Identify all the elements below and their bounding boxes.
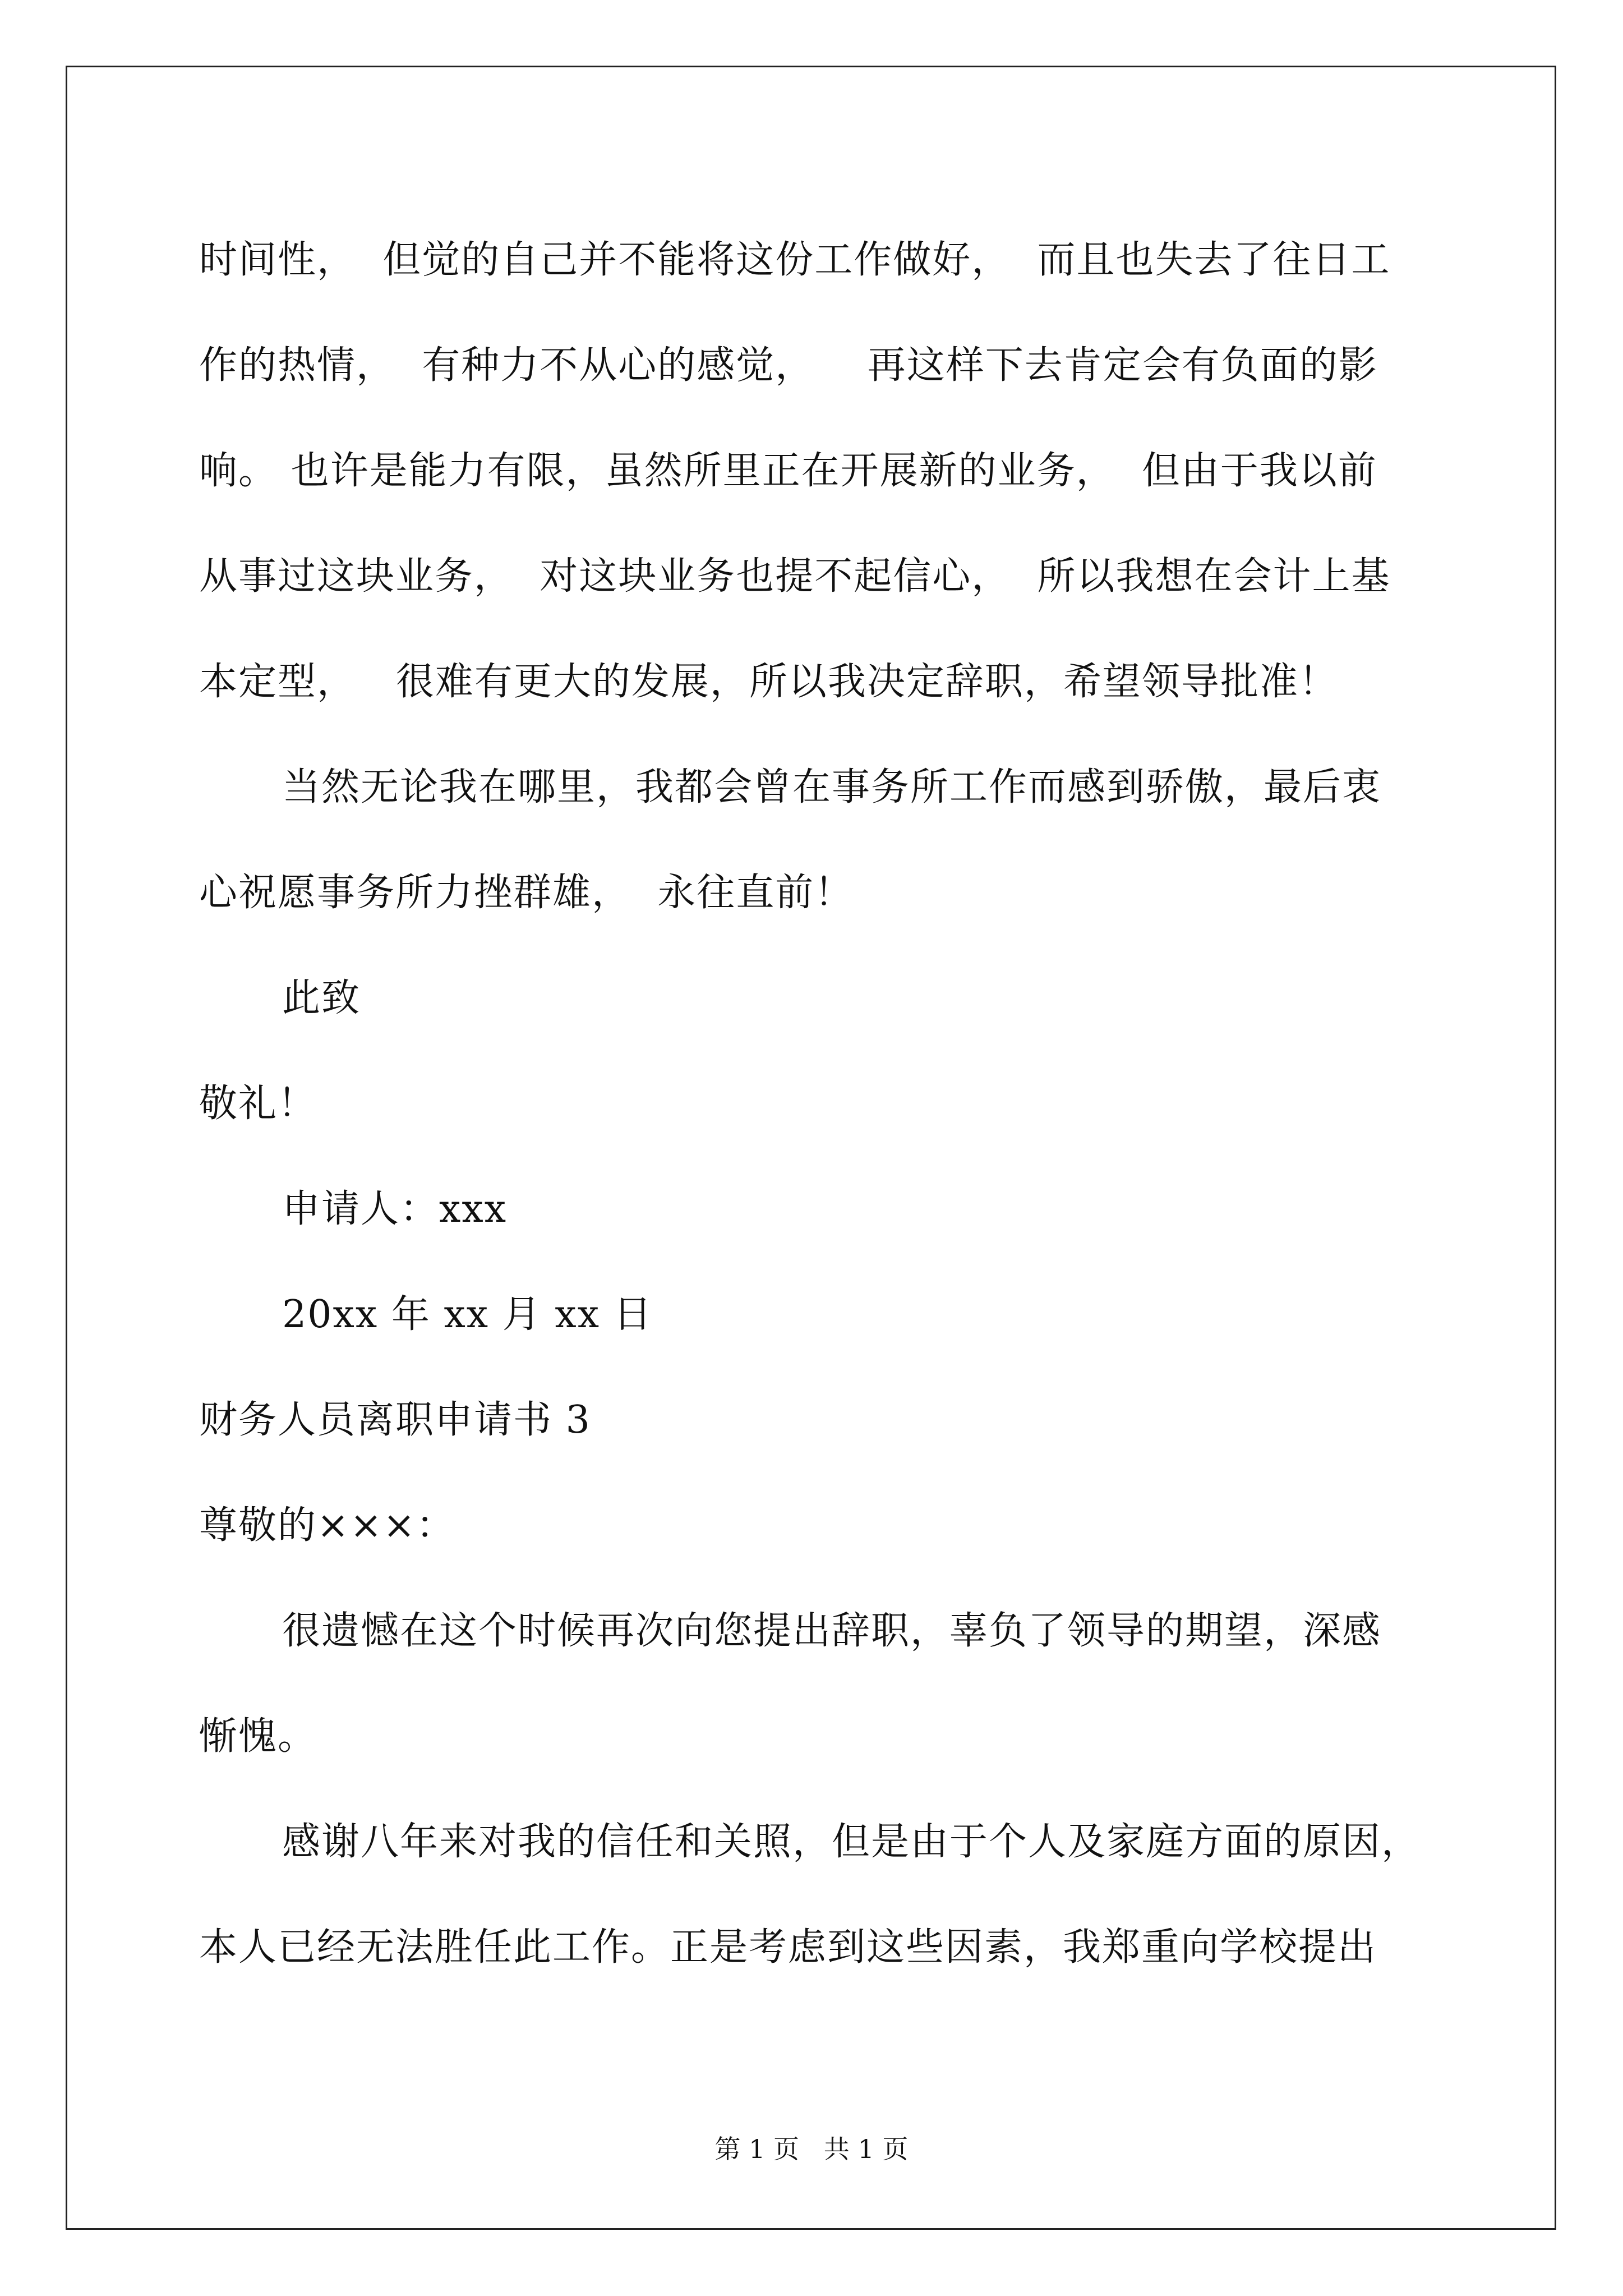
document-body (199, 208, 1438, 2000)
closing-salutation: 此致 (282, 976, 361, 1020)
text-line: 本定型， 很难有更大的发展，所以我决定辞职，希望领导批准！ (199, 660, 1338, 704)
text-line: 时间性， 但觉的自己并不能将这份工作做好， 而且也失去了往日工 (199, 238, 1391, 282)
applicant-signature: 申请人：xxx (282, 1187, 508, 1231)
text-line: 心祝愿事务所力挫群雄， 永往直前！ (199, 871, 854, 915)
text-line: 从事过这块业务， 对这块业务也提不起信心， 所以我想在会计上基 (199, 554, 1391, 599)
text-line: 作的热情， 有种力不从心的感觉， 再这样下去肯定会有负面的影 (199, 343, 1378, 388)
closing-regards: 敬礼！ (199, 1082, 317, 1126)
greeting: 尊敬的×××： (199, 1503, 455, 1548)
text-line: 惭愧。 (199, 1714, 317, 1759)
page-footer: 第 1 页 共 1 页 (714, 2134, 909, 2164)
text-line: 本人已经无法胜任此工作。正是考虑到这些因素，我郑重向学校提出 (199, 1925, 1377, 1970)
text-line: 当然无论我在哪里，我都会曾在事务所工作而感到骄傲，最后衷 (282, 765, 1382, 809)
text-line: 响。 也许是能力有限，虽然所里正在开展新的业务， 但由于我以前 (199, 449, 1377, 493)
section-title: 财务人员离职申请书 3 (199, 1398, 591, 1442)
date-line: 20xx 年 xx 月 xx 日 (282, 1292, 653, 1337)
text-line: 很遗憾在这个时候再次向您提出辞职，辜负了领导的期望，深感 (282, 1609, 1382, 1653)
text-line: 感谢八年来对我的信任和关照，但是由于个人及家庭方面的原因， (282, 1820, 1421, 1864)
